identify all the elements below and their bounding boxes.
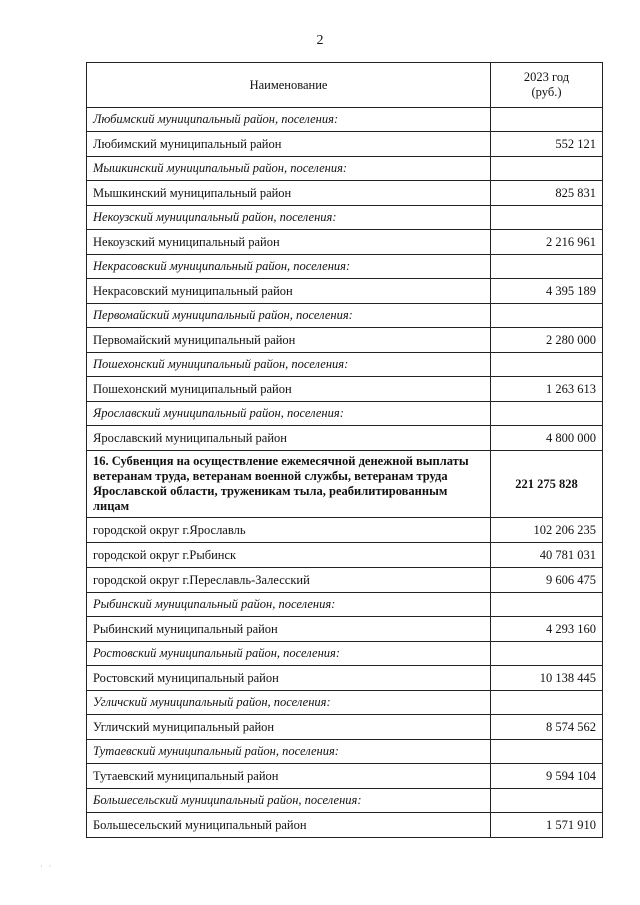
row-value-cell: 4 293 160	[491, 617, 603, 642]
page-number: 2	[316, 33, 324, 48]
row-value-cell	[491, 593, 603, 617]
table-row	[87, 426, 603, 451]
row-name-cell: городской округ г.Переславль-Залесский	[87, 568, 491, 593]
table-row-group	[87, 157, 603, 181]
table-row	[87, 279, 603, 304]
row-name-cell: Мышкинский муниципальный район	[87, 181, 491, 206]
row-value-cell	[491, 206, 603, 230]
row-value-cell: 9 606 475	[491, 568, 603, 593]
row-name-cell: Некоузский муниципальный район	[87, 230, 491, 255]
row-name-cell: городской округ г.Ярославль	[87, 518, 491, 543]
row-name-cell: Рыбинский муниципальный район, поселения:	[87, 593, 491, 617]
row-value-cell: 4 395 189	[491, 279, 603, 304]
row-value-cell: 4 800 000	[491, 426, 603, 451]
row-name-cell: Некрасовский муниципальный район, поселения:	[87, 255, 491, 279]
table-row-group	[87, 740, 603, 764]
row-name-cell: Первомайский муниципальный район	[87, 328, 491, 353]
row-value-cell	[491, 789, 603, 813]
row-name-cell: Пошехонский муниципальный район, поселения:	[87, 353, 491, 377]
table-body	[87, 108, 603, 838]
row-name-cell: Некрасовский муниципальный район	[87, 279, 491, 304]
table-row-group	[87, 206, 603, 230]
table-row	[87, 543, 603, 568]
row-name-cell: Тутаевский муниципальный район, поселения:	[87, 740, 491, 764]
row-name-cell: Некоузский муниципальный район, поселения:	[87, 206, 491, 230]
row-value-cell: 102 206 235	[491, 518, 603, 543]
table-row	[87, 568, 603, 593]
row-name-cell: Пошехонский муниципальный район	[87, 377, 491, 402]
table-row	[87, 764, 603, 789]
table-row	[87, 132, 603, 157]
table-header-row	[87, 63, 603, 108]
row-name-cell: Угличский муниципальный район	[87, 715, 491, 740]
row-value-cell	[491, 255, 603, 279]
row-name-cell: Первомайский муниципальный район, поселения:	[87, 304, 491, 328]
row-value-cell	[491, 740, 603, 764]
table-row-group	[87, 402, 603, 426]
row-value-cell: 8 574 562	[491, 715, 603, 740]
row-name-cell: Большесельский муниципальный район, поселения:	[87, 789, 491, 813]
table-row-group	[87, 304, 603, 328]
column-header-unit: (руб.)	[531, 85, 562, 99]
table-row	[87, 813, 603, 838]
row-name-cell: 16. Субвенция на осуществление ежемесячной денежной выплаты ветеранам труда, ветеранам военной службы, ветеранам труда Ярославской области, труженикам тыла, реабилитированным лицам	[87, 451, 491, 518]
row-name-cell: городской округ г.Рыбинск	[87, 543, 491, 568]
row-value-cell	[491, 402, 603, 426]
table-row-group	[87, 691, 603, 715]
row-value-cell	[491, 108, 603, 132]
row-name-cell: Ростовский муниципальный район, поселения:	[87, 642, 491, 666]
row-value-cell	[491, 304, 603, 328]
table-row	[87, 518, 603, 543]
column-header-value	[491, 63, 603, 108]
row-value-cell: 1 571 910	[491, 813, 603, 838]
row-value-cell	[491, 642, 603, 666]
row-name-cell: Тутаевский муниципальный район	[87, 764, 491, 789]
table-row	[87, 715, 603, 740]
table-row-section	[87, 451, 603, 518]
row-name-cell: Рыбинский муниципальный район	[87, 617, 491, 642]
row-value-cell: 40 781 031	[491, 543, 603, 568]
row-value-cell: 9 594 104	[491, 764, 603, 789]
table-row-group	[87, 108, 603, 132]
table-row	[87, 328, 603, 353]
table-row	[87, 230, 603, 255]
row-name-cell: Ростовский муниципальный район	[87, 666, 491, 691]
column-header-name: Наименование	[87, 63, 491, 108]
row-value-cell: 10 138 445	[491, 666, 603, 691]
table-row	[87, 181, 603, 206]
row-name-cell: Любимский муниципальный район, поселения:	[87, 108, 491, 132]
row-name-cell: Мышкинский муниципальный район, поселения:	[87, 157, 491, 181]
row-name-cell: Ярославский муниципальный район	[87, 426, 491, 451]
row-name-cell: Угличский муниципальный район, поселения:	[87, 691, 491, 715]
row-value-cell: 221 275 828	[491, 451, 603, 518]
table-row-group	[87, 255, 603, 279]
row-value-cell: 552 121	[491, 132, 603, 157]
row-value-cell	[491, 691, 603, 715]
row-value-cell: 825 831	[491, 181, 603, 206]
row-name-cell: Ярославский муниципальный район, поселения:	[87, 402, 491, 426]
scan-artifact: · ·	[40, 862, 54, 871]
budget-table	[86, 62, 603, 838]
row-value-cell: 2 280 000	[491, 328, 603, 353]
table-row-group	[87, 642, 603, 666]
row-name-cell: Большесельский муниципальный район	[87, 813, 491, 838]
column-header-year: 2023 год	[523, 70, 570, 84]
table-row-group	[87, 593, 603, 617]
table-row	[87, 617, 603, 642]
row-value-cell	[491, 353, 603, 377]
row-value-cell	[491, 157, 603, 181]
row-name-cell: Любимский муниципальный район	[87, 132, 491, 157]
row-value-cell: 1 263 613	[491, 377, 603, 402]
table-row	[87, 666, 603, 691]
table-row-group	[87, 789, 603, 813]
table-row	[87, 377, 603, 402]
table-row-group	[87, 353, 603, 377]
row-value-cell: 2 216 961	[491, 230, 603, 255]
